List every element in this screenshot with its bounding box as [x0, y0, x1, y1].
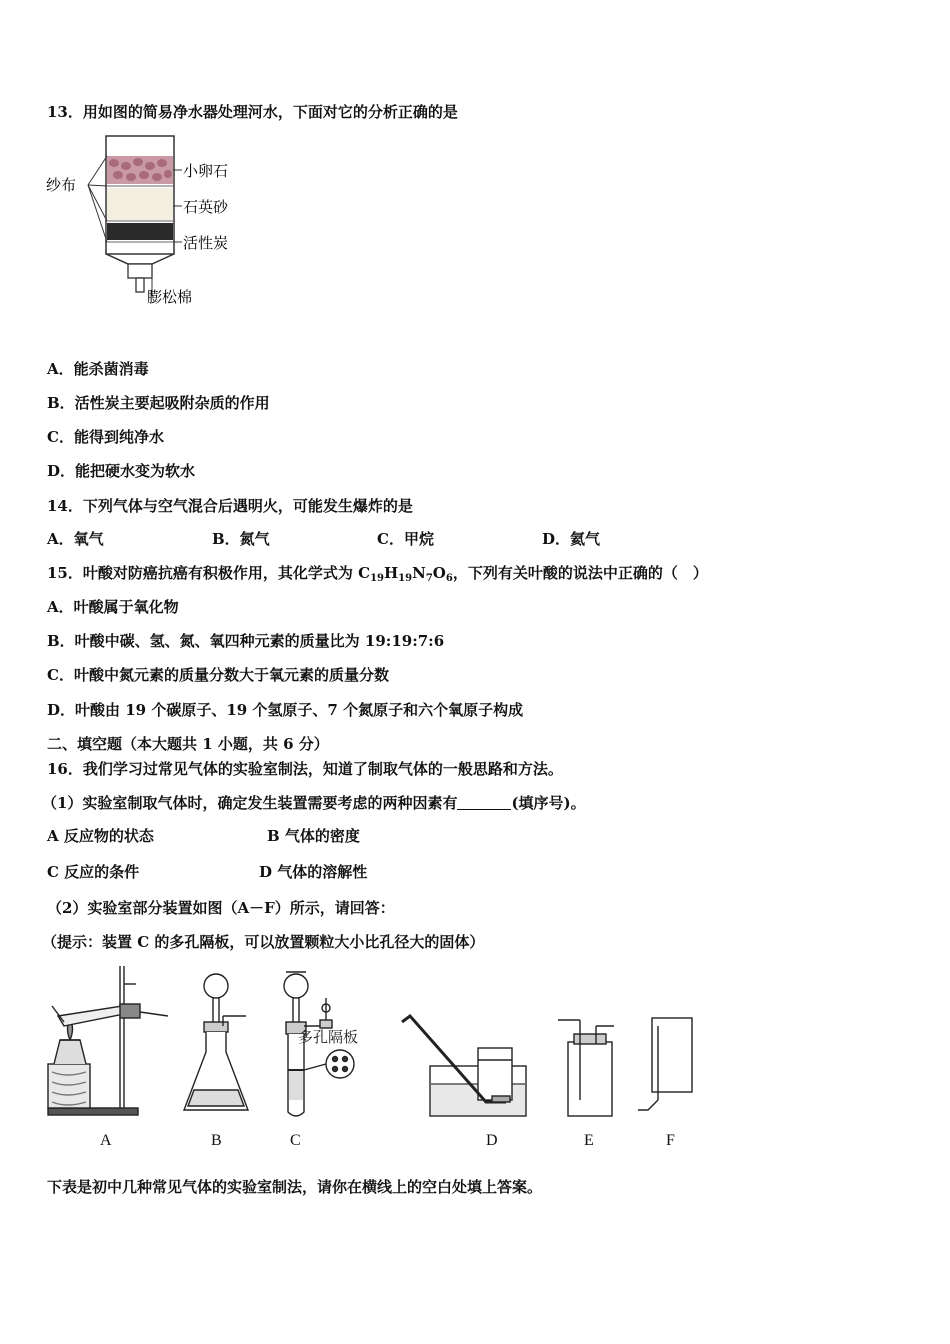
- apparatus-a: [48, 966, 168, 1115]
- q14-option-c: C．甲烷: [377, 530, 434, 548]
- label-c: C: [290, 1132, 301, 1149]
- q13-option-d: D．能把硬水变为软水: [47, 462, 196, 480]
- q16-stem: 16．我们学习过常见气体的实验室制法，知道了制取气体的一般思路和方法。: [47, 760, 563, 778]
- gauze-label: 纱布: [46, 176, 77, 194]
- q14-stem: 14．下列气体与空气混合后遇明火，可能发生爆炸的是: [47, 497, 413, 515]
- q16-choice-b: B 气体的密度: [267, 827, 360, 845]
- label-e: E: [584, 1132, 594, 1149]
- q13-option-b: B．活性炭主要起吸附杂质的作用: [47, 394, 270, 412]
- q15-option-d: D．叶酸由 19 个碳原子、19 个氢原子、7 个氮原子和六个氧原子构成: [47, 701, 524, 719]
- cotton-label: 膨松棉: [147, 288, 193, 306]
- q15-option-a: A．叶酸属于氧化物: [47, 598, 179, 616]
- apparatus-f: [638, 1018, 692, 1110]
- q15-stem-post: ，下列有关叶酸的说法中正确的（ ）: [452, 564, 708, 582]
- water-purifier-figure: [40, 130, 260, 310]
- label-d: D: [486, 1132, 498, 1149]
- q16-choice-d: D 气体的溶解性: [259, 863, 368, 881]
- quartz-label: 石英砂: [183, 198, 229, 216]
- apparatus-d: [402, 1016, 526, 1116]
- q14-option-a: A．氧气: [47, 530, 104, 548]
- q15-stem-pre: 15．叶酸对防癌抗癌有积极作用，其化学式为: [47, 564, 359, 582]
- q15-stem: [47, 563, 708, 589]
- q16-choice-a: A 反应物的状态: [47, 827, 154, 845]
- carbon-label: 活性炭: [183, 234, 229, 252]
- apparatus-figure: [40, 960, 720, 1120]
- q14-option-b: B．氮气: [212, 530, 270, 548]
- q13-option-c: C．能得到纯净水: [47, 428, 164, 446]
- q14-option-d: D．氦气: [542, 530, 601, 548]
- pebble-label: 小卵石: [183, 162, 229, 180]
- q16-part2: （2）实验室部分装置如图（A－F）所示，请回答：: [47, 899, 395, 917]
- table-intro: 下表是初中几种常见气体的实验室制法，请你在横线上的空白处填上答案。: [47, 1178, 543, 1196]
- q15-option-c: C．叶酸中氮元素的质量分数大于氧元素的质量分数: [47, 666, 389, 684]
- apparatus-e: [558, 1020, 614, 1116]
- q16-choice-c: C 反应的条件: [47, 863, 140, 881]
- answer-blank[interactable]: [457, 795, 511, 810]
- label-a: A: [100, 1132, 112, 1149]
- section-heading: 二、填空题（本大题共 1 小题，共 6 分）: [47, 735, 329, 753]
- q13-option-a: A．能杀菌消毒: [47, 360, 149, 378]
- q13-stem: 13．用如图的简易净水器处理河水，下面对它的分析正确的是: [47, 103, 458, 121]
- label-b: B: [211, 1132, 222, 1149]
- perforated-plate-label: 多孔隔板: [298, 1028, 359, 1046]
- label-f: F: [666, 1132, 675, 1149]
- q15-option-b: B．叶酸中碳、氢、氮、氧四种元素的质量比为 19:19:7:6: [47, 632, 445, 650]
- q16-hint: （提示：装置 C 的多孔隔板，可以放置颗粒大小比孔径大的固体）: [42, 933, 485, 951]
- q16-part1: （1）实验室制取气体时，确定发生装置需要考虑的两种因素有 (填序号)。: [42, 794, 586, 812]
- apparatus-b: [184, 974, 248, 1110]
- folic-acid-formula: $C_{19}H_{19}N_7O_6$: [358, 564, 453, 584]
